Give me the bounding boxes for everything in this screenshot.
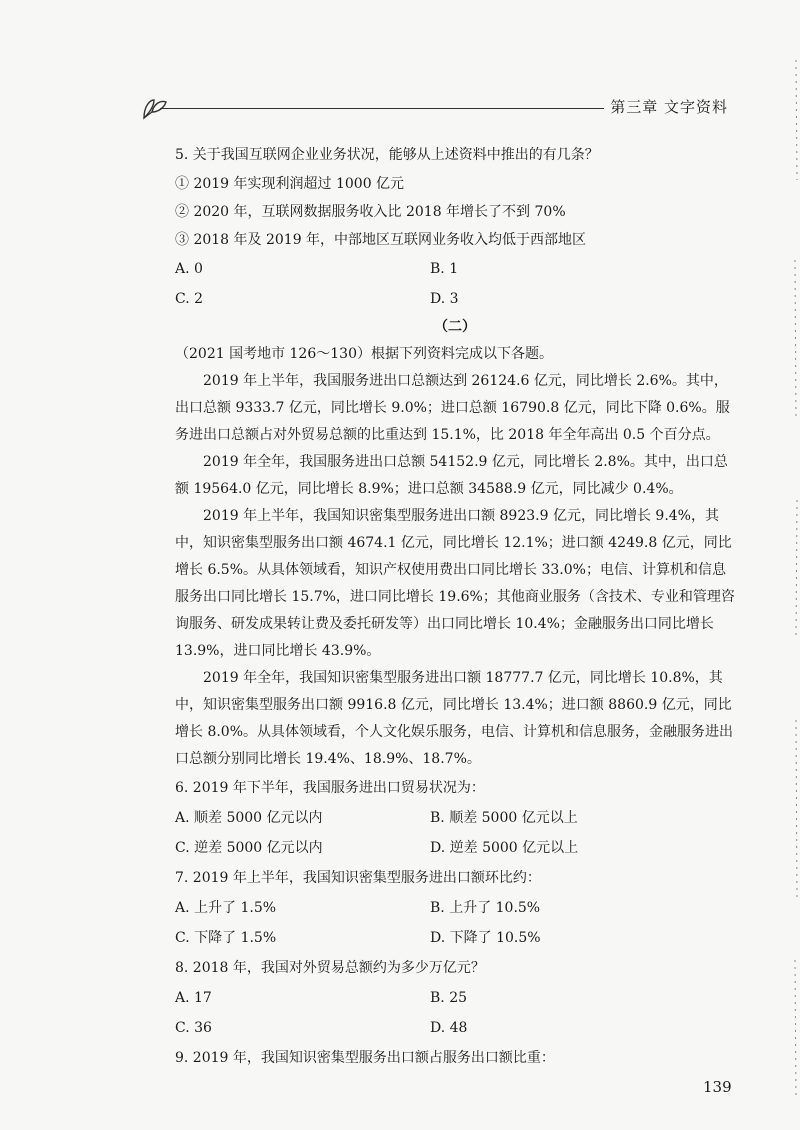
- q8-option-a: A. 17: [175, 990, 212, 1006]
- q7-options-row-1: [175, 893, 735, 923]
- material-paragraph: 2019 年上半年，我国服务进出口总额达到 26124.6 亿元，同比增长 2.6%。其中，出口总额 9333.7 亿元，同比增长 9.0%；进口总额 16790.8 亿元，同比下降 0.6%。服务进出口总额占对外贸易总额的比重达到 15.1%，比 2018 年全年高出 0.5 个百分点。: [175, 373, 730, 443]
- question-6: 6. 2019 年下半年，我国服务进出口贸易状况为：: [175, 780, 485, 796]
- q5-statement-2: ② 2020 年，互联网数据服务收入比 2018 年增长了不到 70%: [175, 204, 566, 220]
- q6-option-d: D. 逆差 5000 亿元以上: [430, 840, 579, 856]
- q5-statement-1: ① 2019 年实现利润超过 1000 亿元: [175, 176, 405, 192]
- question-5: 5. 关于我国互联网企业业务状况，能够从上述资料中推出的有几条？: [175, 147, 599, 163]
- q8-option-c: C. 36: [175, 1020, 212, 1036]
- q7-option-a: A. 上升了 1.5%: [175, 900, 277, 916]
- chapter-header: [140, 96, 740, 126]
- q8-options-row-1: [175, 983, 735, 1013]
- q5-statement-3: ③ 2018 年及 2019 年，中部地区互联网业务收入均低于西部地区: [175, 232, 587, 248]
- q7-options-row-2: [175, 923, 735, 953]
- section-intro: （2021 国考地市 126～130）根据下列资料完成以下各题。: [175, 346, 553, 362]
- question-8: 8. 2018 年，我国对外贸易总额约为多少万亿元？: [175, 960, 485, 976]
- page-number: 139: [703, 1078, 732, 1096]
- page-edge-marks: [788, 0, 800, 1130]
- leaf-icon: [140, 96, 170, 122]
- q8-option-b: B. 25: [430, 990, 468, 1006]
- q5-option-b: B. 1: [430, 261, 459, 277]
- chapter-title: 第三章 文字资料: [604, 96, 728, 117]
- question-7: 7. 2019 年上半年，我国知识密集型服务进出口额环比约：: [175, 870, 541, 886]
- q8-options-row-2: [175, 1013, 735, 1043]
- q5-option-a: A. 0: [175, 261, 203, 277]
- q6-option-b: B. 顺差 5000 亿元以上: [430, 810, 578, 826]
- q7-option-b: B. 上升了 10.5%: [430, 900, 541, 916]
- question-9: 9. 2019 年，我国知识密集型服务出口额占服务出口额比重：: [175, 1050, 555, 1066]
- material-paragraph: 2019 年全年，我国知识密集型服务进出口额 18777.7 亿元，同比增长 10.8%，其中，知识密集型服务出口额 9916.8 亿元，同比增长 13.4%；进口额 8860.9 亿元，同比增长 8.0%。从具体领域看，个人文化娱乐服务，电信、计算机和信息服务，金融服务进出口总额分别同比增长 19.4%、18.9%、18.7%。: [175, 670, 734, 767]
- q5-option-c: C. 2: [175, 291, 204, 307]
- page-content: [175, 140, 735, 1073]
- q5-options-row-1: [175, 254, 735, 284]
- material-paragraph: 2019 年全年，我国服务进出口总额 54152.9 亿元，同比增长 2.8%。其中，出口总额 19564.0 亿元，同比增长 8.9%；进口总额 34588.9 亿元，同比减少 0.4%。: [175, 454, 728, 497]
- q8-option-d: D. 48: [430, 1020, 468, 1036]
- q6-option-c: C. 逆差 5000 亿元以内: [175, 840, 323, 856]
- q6-options-row-2: [175, 833, 735, 863]
- q7-option-c: C. 下降了 1.5%: [175, 930, 277, 946]
- section-title: （二）: [434, 319, 476, 335]
- q6-options-row-1: [175, 803, 735, 833]
- material-paragraph: 2019 年上半年，我国知识密集型服务进出口额 8923.9 亿元，同比增长 9.4%，其中，知识密集型服务出口额 4674.1 亿元，同比增长 12.1%；进口额 4249.8 亿元，同比增长 6.5%。从具体领域看，知识产权使用费出口同比增长 33.0%；电信、计算机和信息服务出口同比增长 15.7%，进口同比增长 19.6%；其他商业服务（含技术、专业和管理咨询服务、研发成果转让费及委托研发等）出口同比增长 10.4%；金融服务出口同比增长 13.9%，进口同比增长 43.9%。: [175, 508, 735, 659]
- q5-options-row-2: [175, 284, 735, 314]
- q7-option-d: D. 下降了 10.5%: [430, 930, 541, 946]
- q5-option-d: D. 3: [430, 291, 459, 307]
- q6-option-a: A. 顺差 5000 亿元以内: [175, 810, 323, 826]
